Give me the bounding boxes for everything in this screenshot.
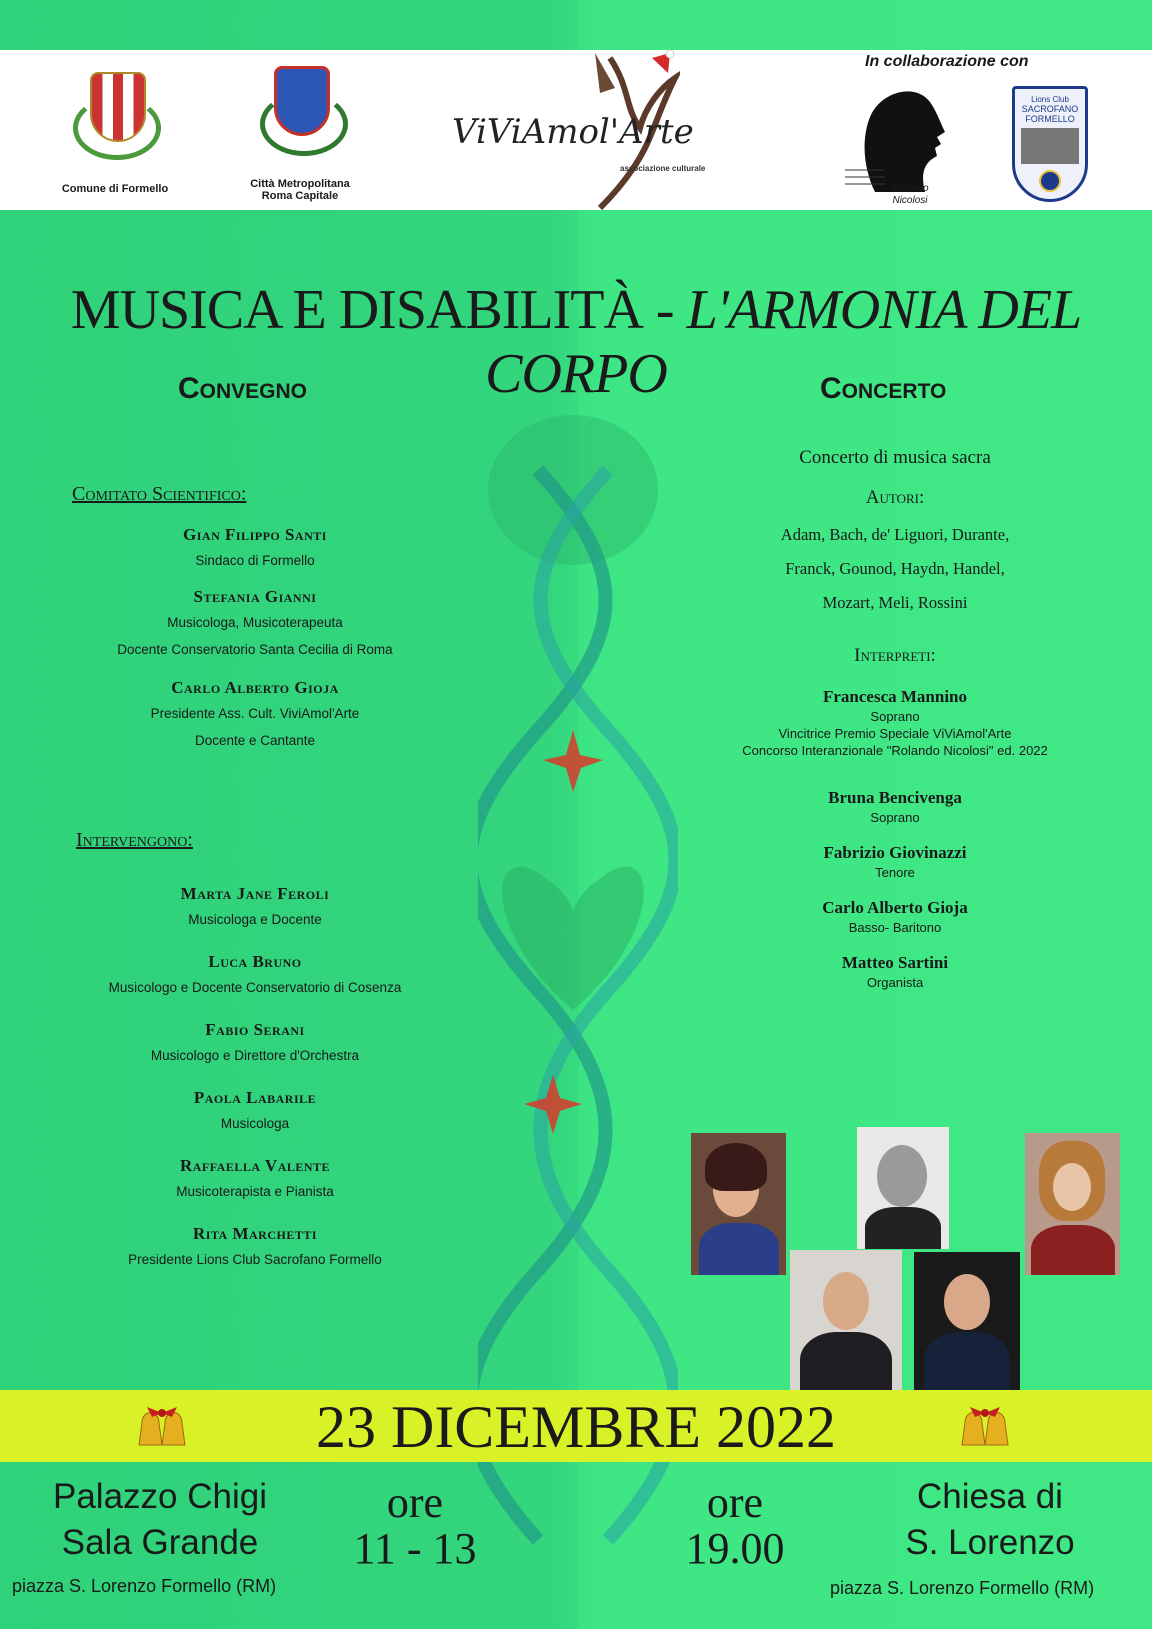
list-item: Stefania Gianni Musicologa, Musicoterapeuta Docente Conservatorio Santa Cecilia di Roma bbox=[117, 587, 393, 657]
citta-metropolitana-label: Città Metropolitana Roma Capitale bbox=[250, 178, 350, 203]
comitato-list bbox=[60, 525, 450, 748]
left-venue-address: piazza S. Lorenzo Formello (RM) bbox=[12, 1576, 277, 1596]
list-item: Gian Filippo Santi Sindaco di Formello bbox=[183, 525, 327, 568]
convegno-heading: Convegno bbox=[178, 372, 308, 405]
right-venue-time: ore 19.00 bbox=[685, 1478, 785, 1574]
right-venue-address: piazza S. Lorenzo Formello (RM) bbox=[830, 1578, 1095, 1598]
list-item: Carlo Alberto Gioja Presidente Ass. Cult. ViviAmol'Arte Docente e Cantante bbox=[150, 678, 360, 748]
concerto-column bbox=[675, 447, 1115, 990]
page-title bbox=[0, 278, 1152, 406]
nicolosi-label: Rolando Nicolosi bbox=[891, 183, 929, 206]
autori-line: Franck, Gounod, Haydn, Handel, bbox=[785, 559, 1005, 578]
lions-photo-icon bbox=[1021, 128, 1079, 164]
performer-photo bbox=[790, 1250, 902, 1390]
list-item: Fabio Serani Musicologo e Direttore d'Orchestra bbox=[150, 1020, 360, 1063]
collab-label: In collaborazione con bbox=[865, 53, 1029, 70]
lions-club-badge: Lions Club SACROFANO FORMELLO bbox=[1012, 86, 1088, 202]
list-item: Rita Marchetti Presidente Lions Club Sacrofano Formello bbox=[128, 1224, 382, 1267]
list-item: Luca Bruno Musicologo e Docente Conservatorio di Cosenza bbox=[108, 952, 402, 995]
header-logo-band bbox=[0, 50, 1152, 210]
concerto-heading: Concerto bbox=[820, 372, 947, 405]
left-venue-name: Palazzo Chigi Sala Grande bbox=[53, 1477, 267, 1562]
title-part1: MUSICA E DISABILITÀ - bbox=[70, 279, 687, 341]
title-part2: L'ARMONIA DEL CORPO bbox=[485, 279, 1082, 405]
list-item: Raffaella Valente Musicoterapista e Pianista bbox=[176, 1156, 334, 1199]
citta-metropolitana-crest-icon bbox=[274, 66, 330, 136]
formello-crest-icon bbox=[90, 72, 146, 142]
comune-label: Comune di Formello bbox=[61, 183, 169, 195]
right-venue-name: Chiesa di S. Lorenzo bbox=[905, 1477, 1075, 1562]
intervengono-list bbox=[60, 884, 450, 1267]
autori-line: Mozart, Meli, Rossini bbox=[822, 593, 968, 612]
list-item: Matteo Sartini Organista bbox=[841, 953, 949, 990]
autori-heading: Autori: bbox=[865, 487, 925, 508]
autori-line: Adam, Bach, de' Liguori, Durante, bbox=[780, 525, 1010, 544]
concerto-subtitle: Concerto di musica sacra bbox=[799, 447, 991, 468]
list-item: Francesca Mannino Soprano Vincitrice Premio Speciale ViViAmol'Arte Concorso Interanzionale "Rolando Nicolosi" ed. 2022 bbox=[742, 687, 1048, 758]
interpreti-heading: Interpreti: bbox=[854, 645, 936, 666]
performer-photo bbox=[691, 1133, 786, 1275]
performer-photo bbox=[1025, 1133, 1120, 1275]
lions-emblem-icon bbox=[1039, 170, 1061, 192]
left-venue-time: ore 11 - 13 bbox=[353, 1478, 477, 1574]
comitato-heading: Comitato Scientifico: bbox=[72, 483, 247, 505]
list-item: Carlo Alberto Gioja Basso- Baritono bbox=[822, 898, 968, 935]
performer-photo bbox=[857, 1127, 949, 1249]
brand-name: ViViAmol'Arte bbox=[452, 112, 694, 152]
performer-photo bbox=[914, 1252, 1020, 1390]
intervengono-heading: Intervengono: bbox=[76, 829, 193, 851]
list-item: Marta Jane Feroli Musicologa e Docente bbox=[180, 884, 330, 927]
list-item: Bruna Bencivenga Soprano bbox=[828, 788, 962, 825]
brand-subtitle: associazione culturale bbox=[620, 164, 706, 173]
list-item: Paola Labarile Musicologa bbox=[193, 1088, 317, 1131]
event-date: 23 DICEMBRE 2022 bbox=[315, 1394, 837, 1460]
list-item: Fabrizio Giovinazzi Tenore bbox=[823, 843, 967, 880]
